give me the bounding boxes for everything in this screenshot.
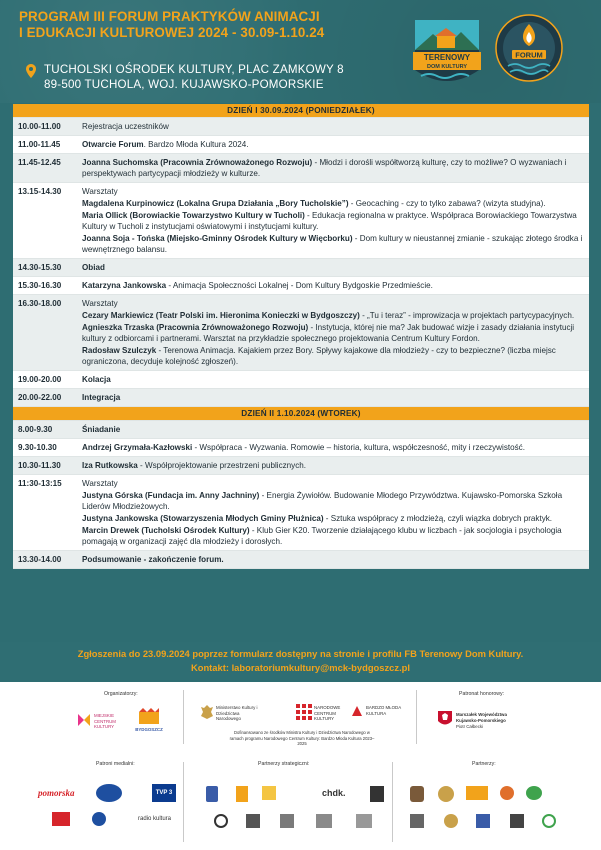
description-cell xyxy=(79,154,589,182)
description-cell xyxy=(79,475,589,550)
description-cell xyxy=(79,277,589,294)
address-line-1: TUCHOLSKI OŚRODEK KULTURY, PLAC ZAMKOWY 8 xyxy=(44,63,344,76)
bydgoszcz-crest-icon xyxy=(137,706,161,726)
workshop-item xyxy=(82,198,583,209)
divider xyxy=(183,762,184,842)
schedule-row xyxy=(13,118,589,136)
schedule-row xyxy=(13,551,589,569)
time-cell: 8.00-9.30 xyxy=(18,425,53,434)
time-cell: 11:30-13:15 xyxy=(18,479,62,488)
header xyxy=(0,0,601,103)
talk-description: - „Tu i teraz” - improwizacja w projektach partycypacyjnych. xyxy=(359,311,575,320)
speaker-name: Iza Rutkowska xyxy=(82,461,138,470)
media-label: Patroni medialni: xyxy=(96,761,135,767)
nck-logo xyxy=(296,702,344,726)
speaker-name: Justyna Górska (Fundacja im. Anny Jachniny) xyxy=(82,491,260,500)
workshop-heading: Warsztaty xyxy=(82,299,118,308)
partner-logo-10 xyxy=(542,814,556,828)
schedule-row xyxy=(13,371,589,389)
speaker-name: Andrzej Grzymała-Kazłowski xyxy=(82,443,193,452)
strategic-logo-1 xyxy=(206,786,218,802)
talk-description: - Młodzi i dorośli współtworzą kulturę, czy to możliwe? O wyzwaniach i perspektywach partycypacji młodzieży w kulturze. xyxy=(82,158,567,178)
location xyxy=(26,62,344,92)
talk-description: - Energia Żywiołów. Budowanie Młodego Przywództwa. Kujawsko-Pomorska Szkoła Liderów Młodzieżowych. xyxy=(82,491,563,511)
ministry-logo xyxy=(200,702,256,726)
day-1-heading-text: DZIEŃ I 30.09.2024 (PONIEDZIAŁEK) xyxy=(227,106,375,115)
partners-section xyxy=(0,682,601,850)
schedule-row xyxy=(13,136,589,154)
ministry-text: Ministerstwo Kultury i Dziedzictwa Narodowego xyxy=(216,705,258,721)
mck-text: MIEJSKIE CENTRUM KULTURY xyxy=(94,713,116,729)
time-cell: 15.30-16.30 xyxy=(18,281,62,290)
nck-icon xyxy=(296,704,312,720)
contact-email[interactable]: Kontakt: laboratoriumkultury@mck-bydgoszcz.pl xyxy=(190,662,411,673)
speaker-name: Maria Ollick (Borowiackie Towarzystwo Kultury w Tucholi) xyxy=(82,211,305,220)
description-cell xyxy=(79,295,589,370)
workshop-item xyxy=(82,525,583,547)
schedule-row xyxy=(13,475,589,551)
description-cell xyxy=(79,457,589,474)
talk-description: - Instytucja, której nie ma? Jak budować wizje i zasady działania instytucji kultury z odbiorcami i partnerami. Warsztat na przykładzie społecznego projektowania Centrum Kultury Fordon. xyxy=(82,323,575,343)
speaker-name: Magdalena Kurpinowicz (Lokalna Grupa Działania „Bory Tucholskie”) xyxy=(82,199,349,208)
marshal-name: Piotr Całbecki xyxy=(456,724,484,729)
mck-bydgoszcz-logo xyxy=(76,710,122,732)
plain-text: . Bardzo Młoda Kultura 2024. xyxy=(143,140,249,149)
schedule-row xyxy=(13,259,589,277)
partner-logo-5 xyxy=(526,786,542,800)
registration-text: Zgłoszenia do 23.09.2024 poprzez formularz dostępny na stronie i profilu FB Terenowy Dom Kultury. xyxy=(77,648,524,659)
partner-logo-1 xyxy=(410,786,424,802)
talk-description: - Klub Gier K20. Tworzenie działającego klubu w liczbach - jak socjologia i psychologia pomagają w organizacji zajęć dla młodzieży i dorosłych. xyxy=(82,526,562,546)
strategic-logo-9 xyxy=(316,814,332,828)
partner-logo-9 xyxy=(510,814,524,828)
speaker-name: Joanna Soja - Tońska (Miejsko-Gminny Ośrodek Kultury w Więcborku) xyxy=(82,234,353,243)
tvp3-logo: TVP 3 xyxy=(152,784,176,802)
time-cell: 9.30-10.30 xyxy=(18,443,57,452)
chdk-logo: chdk. xyxy=(322,788,346,798)
speaker-name: Agnieszka Trzaska (Pracownia Zrównoważonego Rozwoju) xyxy=(82,323,309,332)
workshop-item xyxy=(82,490,583,512)
bydgoszcz-text: BYDGOSZCZ xyxy=(135,727,163,732)
registration-info xyxy=(0,642,601,680)
logo2-text: FORUM xyxy=(515,50,543,60)
time-cell: 11.45-12.45 xyxy=(18,158,61,167)
time-cell: 10.00-11.00 xyxy=(18,122,61,131)
bydgoszcz-logo xyxy=(132,706,166,734)
time-cell: 19.00-20.00 xyxy=(18,375,62,384)
strategic-logo-8 xyxy=(280,814,294,828)
description-cell xyxy=(79,183,589,258)
marshal-text: Marszałek Województwa Kujawsko-Pomorskiego xyxy=(456,712,507,723)
time-cell: 10.30-11.30 xyxy=(18,461,61,470)
mck-icon xyxy=(76,712,92,728)
divider xyxy=(183,690,184,744)
location-pin-icon xyxy=(26,64,36,78)
speaker-name: Cezary Markiewicz (Teatr Polski im. Hieronima Konieczki w Bydgoszczy) xyxy=(82,311,360,320)
workshop-heading: Warsztaty xyxy=(82,187,118,196)
schedule-row xyxy=(13,154,589,183)
speaker-name: Katarzyna Jankowska xyxy=(82,281,167,290)
title-line-2: I EDUKACJI KULTUROWEJ 2024 - 30.09-1.10.24 xyxy=(19,25,325,40)
partner-logo-8 xyxy=(476,814,490,828)
talk-description: - Edukacja regionalna w praktyce. Współpraca Borowiackiego Towarzystwa Kultury w Tucholi z instytucjami oświatowymi i instytucjami kultury. xyxy=(82,211,577,231)
speaker-name: Joanna Suchomska (Pracownia Zrównoważonego Rozwoju) xyxy=(82,158,313,167)
strategic-logo-3 xyxy=(262,786,276,800)
day-1-heading xyxy=(13,104,589,118)
speaker-name: Marcin Drewek (Tucholski Ośrodek Kultury) xyxy=(82,526,250,535)
time-cell: 11.00-11.45 xyxy=(18,140,61,149)
pomorska-logo: pomorska xyxy=(38,788,75,798)
highlight-text: Otwarcie Forum xyxy=(82,140,144,149)
partner-logo-6 xyxy=(410,814,424,828)
pik-logo xyxy=(52,812,70,826)
workshop-item xyxy=(82,310,583,321)
schedule-row xyxy=(13,421,589,439)
description-cell: Podsumowanie - zakończenie forum. xyxy=(82,555,224,564)
divider xyxy=(392,762,393,842)
eagle-icon xyxy=(200,704,214,720)
time-cell: 13.15-14.30 xyxy=(18,187,62,196)
strategic-logo-2 xyxy=(236,786,248,802)
logo1-text-2: DOM KULTURY xyxy=(426,64,468,70)
schedule-row xyxy=(13,183,589,259)
talk-description: - Współprojektowanie przestrzeni publicznych. xyxy=(137,461,307,470)
day-2-heading xyxy=(13,407,589,421)
workshop-item xyxy=(82,322,583,344)
honorary-label: Patronat honorowy: xyxy=(459,691,504,697)
talk-description: - Geocaching - czy to tylko zabawa? (wizyta studyjna). xyxy=(348,199,546,208)
description-cell xyxy=(79,136,589,153)
partners-label: Partnerzy: xyxy=(472,761,496,767)
schedule-table xyxy=(13,104,589,569)
time-cell: 16.30-18.00 xyxy=(18,299,62,308)
talk-description: - Współpraca - Wyzwania. Romowie – historia, kultura, współczesność, mity i rzeczywistość. xyxy=(192,443,525,452)
radio-kultura-logo: radio kultura xyxy=(138,816,172,822)
partner-logo-2 xyxy=(438,786,454,802)
divider xyxy=(416,690,417,744)
organizers-label: Organizatorzy: xyxy=(104,691,138,697)
forum-logo xyxy=(494,10,564,92)
strategic-logo-6 xyxy=(214,814,228,828)
day-2-heading-text: DZIEŃ II 1.10.2024 (WTOREK) xyxy=(241,409,361,418)
media-logo-circle xyxy=(96,784,122,802)
nck-text: NARODOWE CENTRUM KULTURY xyxy=(314,705,341,721)
schedule-row xyxy=(13,277,589,295)
workshop-item xyxy=(82,233,583,255)
strategic-logo-5 xyxy=(370,786,384,802)
description-cell: Obiad xyxy=(82,263,105,272)
talk-description: - Animacja Społeczności Lokalnej - Dom Kultury Bydgoskie Przedmieście. xyxy=(166,281,433,290)
workshop-heading: Warsztaty xyxy=(82,479,118,488)
speaker-name: Justyna Jankowska (Stowarzyszenia Młodych Gminy Płużnica) xyxy=(82,514,324,523)
bmk-icon xyxy=(350,704,364,718)
partner-logo-3 xyxy=(466,786,488,800)
description-cell: Integracja xyxy=(82,393,121,402)
time-cell: 14.30-15.30 xyxy=(18,263,62,272)
workshop-item xyxy=(82,345,583,367)
schedule-row xyxy=(13,389,589,407)
terenowy-dom-kultury-logo xyxy=(407,12,487,92)
description-cell: Rejestracja uczestników xyxy=(82,122,169,131)
bmk-text: BARDZO MŁODA KULTURA xyxy=(366,705,401,716)
talk-description: - Terenowa Animacja. Kajakiem przez Bory. Spływy kajakowe dla młodzieży - czy to bezpieczne? (liczba miejsc ograniczona, decyduje kolejność zgłoszeń). xyxy=(82,346,556,366)
marshal-logo xyxy=(437,708,517,738)
partner-logo-7 xyxy=(444,814,458,828)
description-cell: Kolacja xyxy=(82,375,111,384)
media-logo-small xyxy=(92,812,106,826)
schedule-row xyxy=(13,295,589,371)
time-cell: 13.30-14.00 xyxy=(18,555,62,564)
strategic-logo-7 xyxy=(246,814,260,828)
schedule-row xyxy=(13,457,589,475)
description-cell: Śniadanie xyxy=(82,425,121,434)
schedule-row xyxy=(13,439,589,457)
logo1-text-1: TERENOWY xyxy=(423,53,471,62)
region-crest-icon xyxy=(437,710,453,728)
description-cell xyxy=(79,439,589,456)
bmk-logo xyxy=(350,702,404,726)
strategic-label: Partnerzy strategiczni: xyxy=(258,761,310,767)
time-cell: 20.00-22.00 xyxy=(18,393,62,402)
workshop-item xyxy=(82,513,583,524)
talk-description: - Sztuka współpracy z młodzieżą, czyli wiązka dobrych praktyk. xyxy=(323,514,553,523)
event-title xyxy=(19,9,399,41)
talk-description: - Dom kultury w nieustannej zmianie - szukając złotego środka i wewnętrznego balansu. xyxy=(82,234,583,254)
address-line-2: 89-500 TUCHOLA, WOJ. KUJAWSKO-POMORSKIE xyxy=(44,78,324,91)
funding-text: Dofinansowano ze środków Ministra Kultury i Dziedzictwa Narodowego w ramach programu Narodowego Centrum Kultury: Bardzo Młoda Kultura 2023–2025 xyxy=(229,730,375,746)
partner-logo-4 xyxy=(500,786,514,800)
speaker-name: Radosław Szulczyk xyxy=(82,346,157,355)
workshop-item xyxy=(82,210,583,232)
strategic-logo-10 xyxy=(356,814,372,828)
title-line-1: PROGRAM III FORUM PRAKTYKÓW ANIMACJI xyxy=(19,9,320,24)
